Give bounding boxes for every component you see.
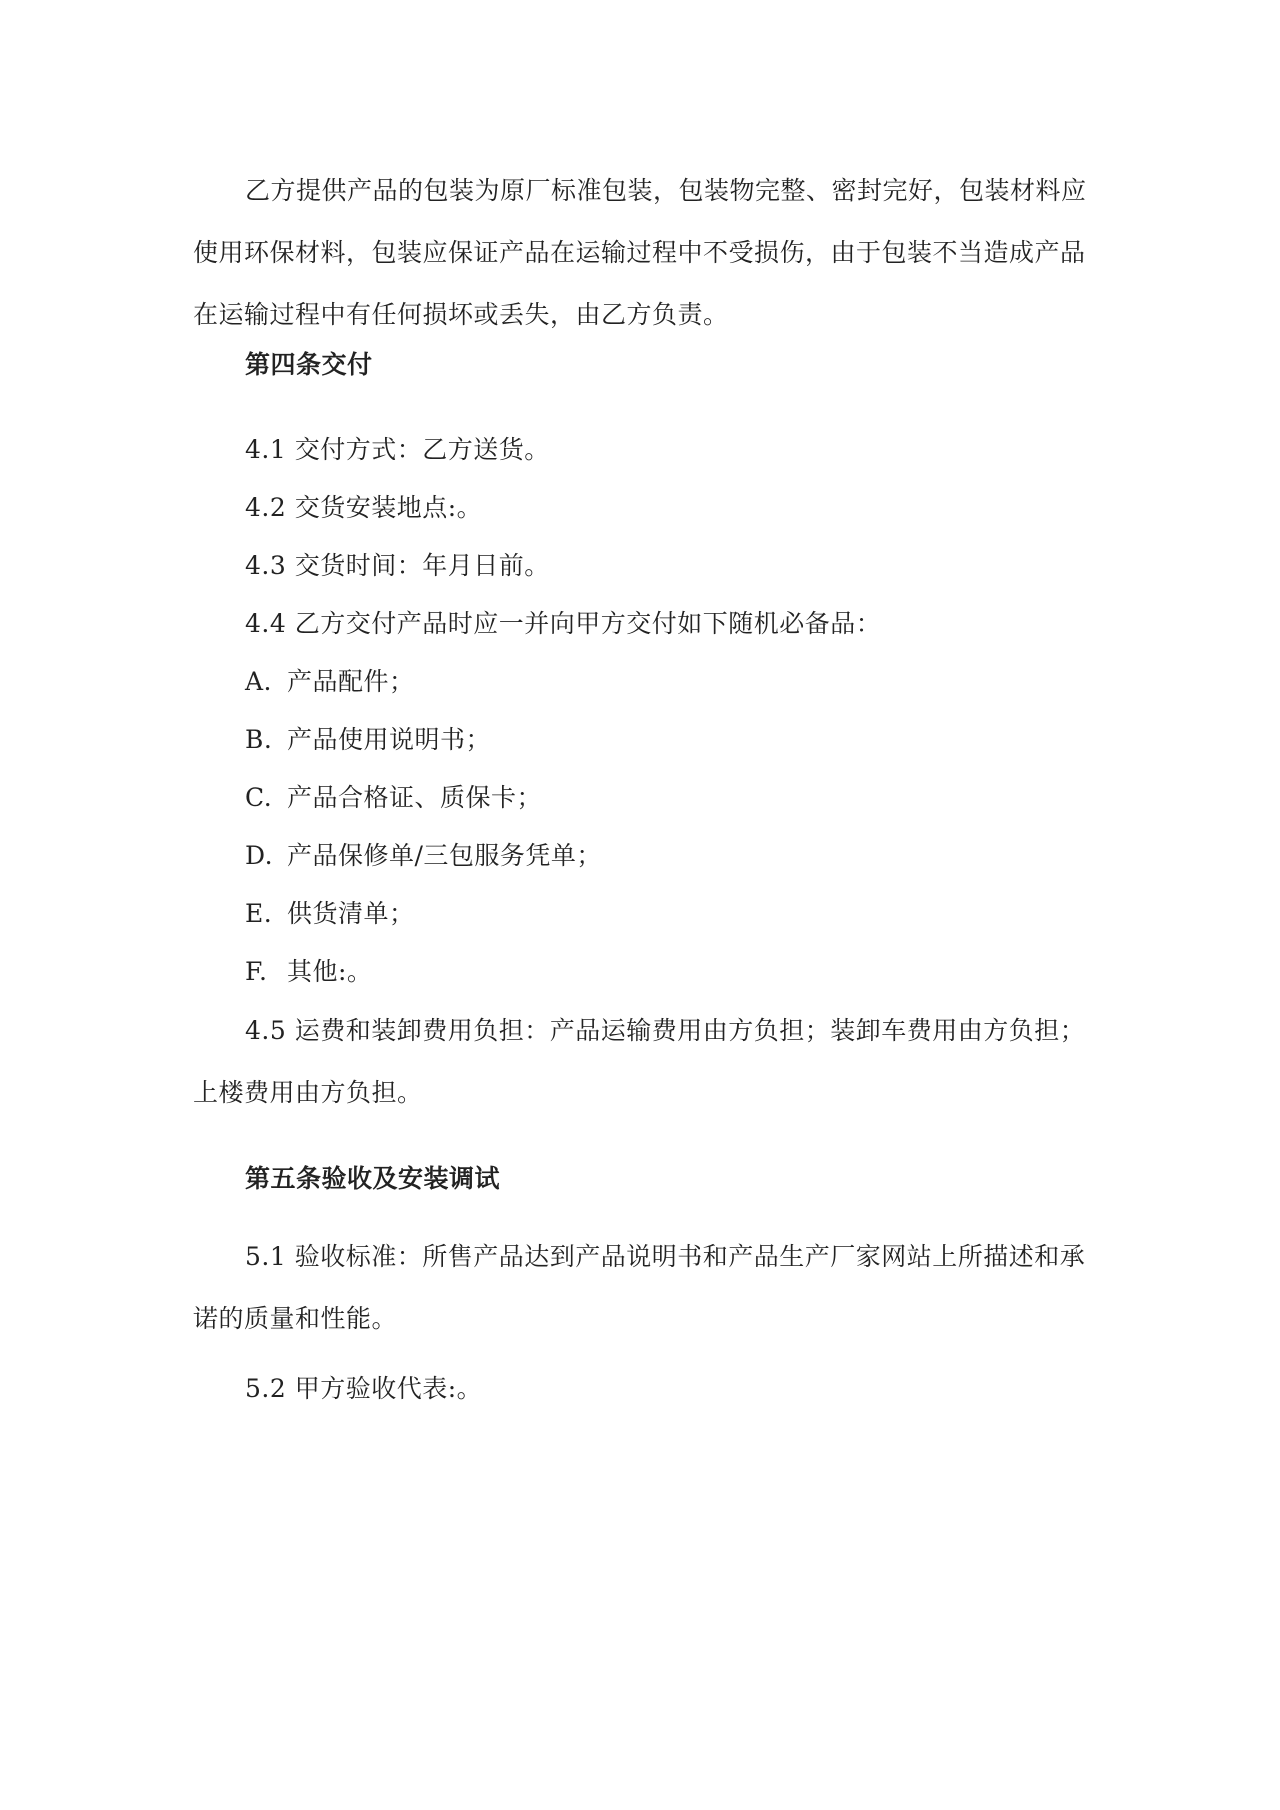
article-4-heading: 第四条交付 (245, 350, 373, 379)
clause-4-1: 4.1 交付方式：乙方送货。 (245, 435, 550, 464)
clause-5-2: 5.2 甲方验收代表:。 (245, 1374, 483, 1403)
accessory-item (245, 897, 415, 931)
accessory-letter: F. (245, 957, 268, 986)
accessory-letter: B. (245, 725, 273, 754)
accessory-text: 产品保修单/三包服务凭单； (287, 841, 602, 870)
accessory-letter: A. (245, 667, 273, 696)
accessory-item (245, 839, 602, 873)
accessory-letter: E. (245, 899, 273, 928)
clause-4-4: 4.4 乙方交付产品时应一并向甲方交付如下随机必备品： (245, 609, 882, 638)
clause-4-5: 4.5 运费和装卸费用负担：产品运输费用由方负担；装卸车费用由方负担；上楼费用由方负担。 (193, 1016, 1086, 1107)
accessory-text: 产品合格证、质保卡； (287, 783, 543, 812)
accessory-text: 供货清单； (287, 899, 415, 928)
accessory-item (245, 723, 491, 757)
article-5-heading: 第五条验收及安装调试 (245, 1164, 501, 1193)
accessory-letter: D. (245, 841, 274, 870)
accessory-item (245, 665, 415, 699)
packaging-paragraph: 乙方提供产品的包装为原厂标准包装，包装物完整、密封完好，包装材料应使用环保材料，包装应保证产品在运输过程中不受损伤，由于包装不当造成产品在运输过程中有任何损坏或丢失，由乙方负责。 (193, 176, 1087, 329)
clause-4-3: 4.3 交货时间：年月日前。 (245, 551, 550, 580)
accessory-text: 其他:。 (287, 957, 373, 986)
accessory-letter: C. (245, 783, 273, 812)
accessory-item (245, 781, 542, 815)
accessory-text: 产品配件； (287, 667, 415, 696)
clause-5-1: 5.1 验收标准：所售产品达到产品说明书和产品生产厂家网站上所描述和承诺的质量和性能。 (193, 1242, 1086, 1333)
accessory-item (245, 955, 372, 989)
accessory-text: 产品使用说明书； (287, 725, 492, 754)
clause-4-2: 4.2 交货安装地点:。 (245, 493, 483, 522)
